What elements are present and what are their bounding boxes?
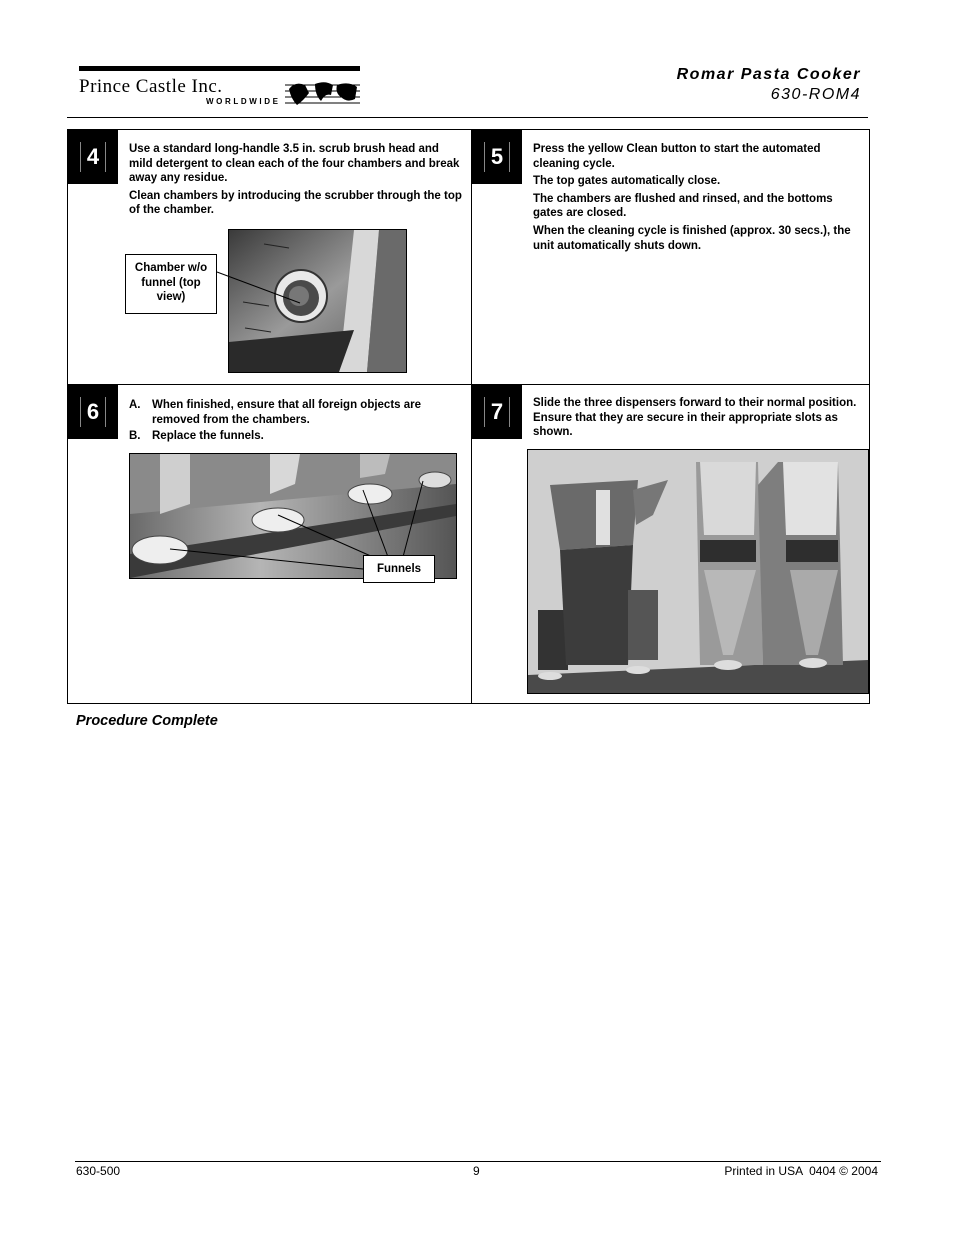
chamber-callout: Chamber w/o funnel (top view): [125, 254, 217, 314]
procedure-complete: Procedure Complete: [76, 713, 218, 729]
step-6-panel: [67, 384, 472, 704]
step-4-panel: [67, 129, 472, 385]
footer-page-number: 9: [473, 1164, 480, 1178]
step-6-item-b: B. Replace the funnels.: [129, 430, 264, 443]
dispensers-photo: [527, 449, 869, 694]
step-5-number: 5: [472, 130, 522, 184]
step-4-number: 4: [68, 130, 118, 184]
footer-doc-number: 630-500: [76, 1164, 121, 1178]
company-logo: [79, 66, 360, 111]
step-4-text-2: Clean chambers by introducing the scrubber through the top of the chamber.: [129, 189, 462, 217]
step-5-text-3: The chambers are flushed and rinsed, and the bottoms gates are closed.: [533, 192, 833, 220]
footer-divider: [75, 1161, 881, 1162]
company-name: Prince Castle Inc.: [79, 76, 223, 97]
step-5-text-4: When the cleaning cycle is finished (approx. 30 secs.), the unit automatically shuts down.: [533, 224, 851, 252]
step-4-text-1: Use a standard long-handle 3.5 in. scrub brush head and mild detergent to clean each of the four chambers and break away any residue.: [129, 143, 460, 185]
worldwide-label: WORLDWIDE: [206, 97, 281, 106]
funnels-leader-lines: [68, 385, 473, 705]
footer-printed: Printed in USA 0404 © 2004: [724, 1164, 878, 1178]
step-7-text-1: Slide the three dispensers forward to their normal position. Ensure that they are secure in their appropriate slots as shown.: [533, 397, 857, 439]
step-5-text-2: The top gates automatically close.: [533, 175, 721, 188]
step-6-item-a: A. When finished, ensure that all foreign objects are removed from the chambers.: [129, 399, 422, 426]
step-7-number: 7: [472, 385, 522, 439]
step-5-panel: [471, 129, 870, 385]
step-5-text-1: Press the yellow Clean button to start the automated cleaning cycle.: [533, 143, 821, 170]
model-number: 630-ROM4: [770, 86, 861, 103]
manual-title: Romar Pasta Cooker: [676, 66, 861, 83]
step-6-number: 6: [68, 385, 118, 439]
world-map-emblem-icon: [285, 79, 360, 109]
step-7-panel: [471, 384, 870, 704]
funnels-callout: Funnels: [363, 555, 435, 583]
header-divider: [67, 117, 868, 118]
